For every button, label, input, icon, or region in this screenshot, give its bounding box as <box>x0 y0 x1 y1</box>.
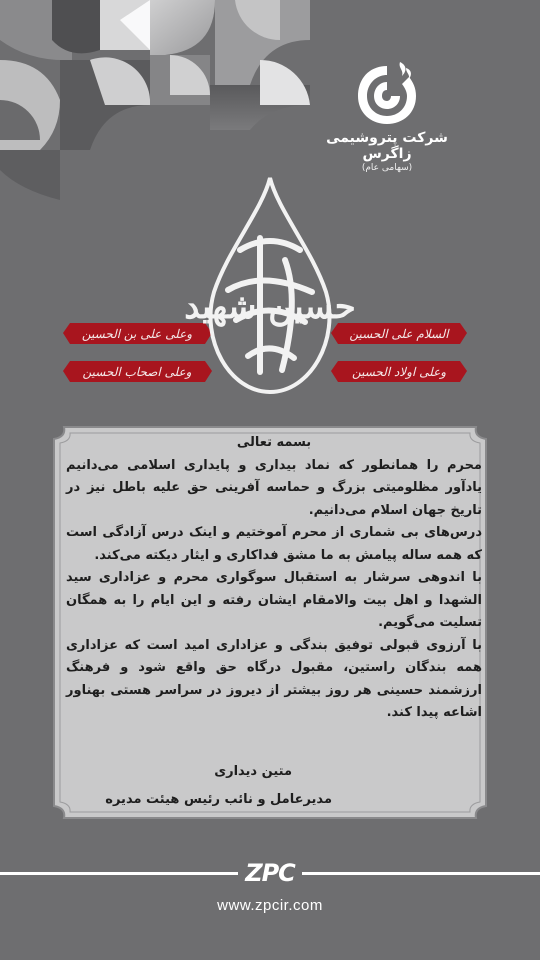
footer-website-url: www.zpcir.com <box>217 897 323 914</box>
letter-body <box>66 432 482 725</box>
calligraphy-emblem <box>0 170 540 410</box>
banner-right-top-text: السلام علی الحسین <box>349 327 449 341</box>
company-name: شرکت پتروشیمی زاگرس <box>326 130 448 162</box>
letter-paragraph: محرم را همانطور که نماد بیداری و پایداری اسلامی می‌دانیم یادآور مظلومیتی بزرگ و حماسه آفرینی حق علیه باطل نیز در تاریخ جهان اسلام می‌دانیم. <box>66 457 482 518</box>
signer-role: مدیرعامل و نائب رئیس هیئت مدیره <box>105 792 332 807</box>
letter-title: بسمه تعالی <box>236 435 312 450</box>
calligraphy-center-text: حسین شهید <box>184 287 356 327</box>
letter-paragraph: با اندوهی سرشار به استقبال سوگواری محرم و عزاداری سید الشهدا و اهل بیت والامقام ایشان رفته و این ایام را به همگان تسلیت می‌گویم. <box>66 570 482 630</box>
footer-zpc-logo: ZPC <box>238 858 302 888</box>
letter-paragraph: با آرزوی قبولی توفیق بندگی و عزاداری امید است که عزاداری همه بندگان راستین، مقبول درگاه حق واقع شود و فرهنگ ارزشمند حسینی هر روز بیشتر از دیروز در سراسر هستی بهناور اشاعه پیدا کند. <box>66 637 482 720</box>
company-brand <box>312 58 462 173</box>
letter-paragraph: درس‌های بی شماری از محرم آموختیم و اینک درس آزادگی است که همه ساله پیامش به ما مشق فداکاری و ایثار دیکته می‌کند. <box>66 525 482 563</box>
zpc-flame-logo-icon <box>354 58 420 128</box>
banner-left-bottom-text: وعلی اصحاب الحسین <box>82 365 192 379</box>
banner-left-top-text: وعلی علی بن الحسین <box>81 327 193 341</box>
banner-right-bottom-text: وعلی اولاد الحسین <box>351 365 447 379</box>
signer-name: متین دیداری <box>214 764 292 779</box>
company-subtitle: (سهامی عام) <box>361 163 413 173</box>
